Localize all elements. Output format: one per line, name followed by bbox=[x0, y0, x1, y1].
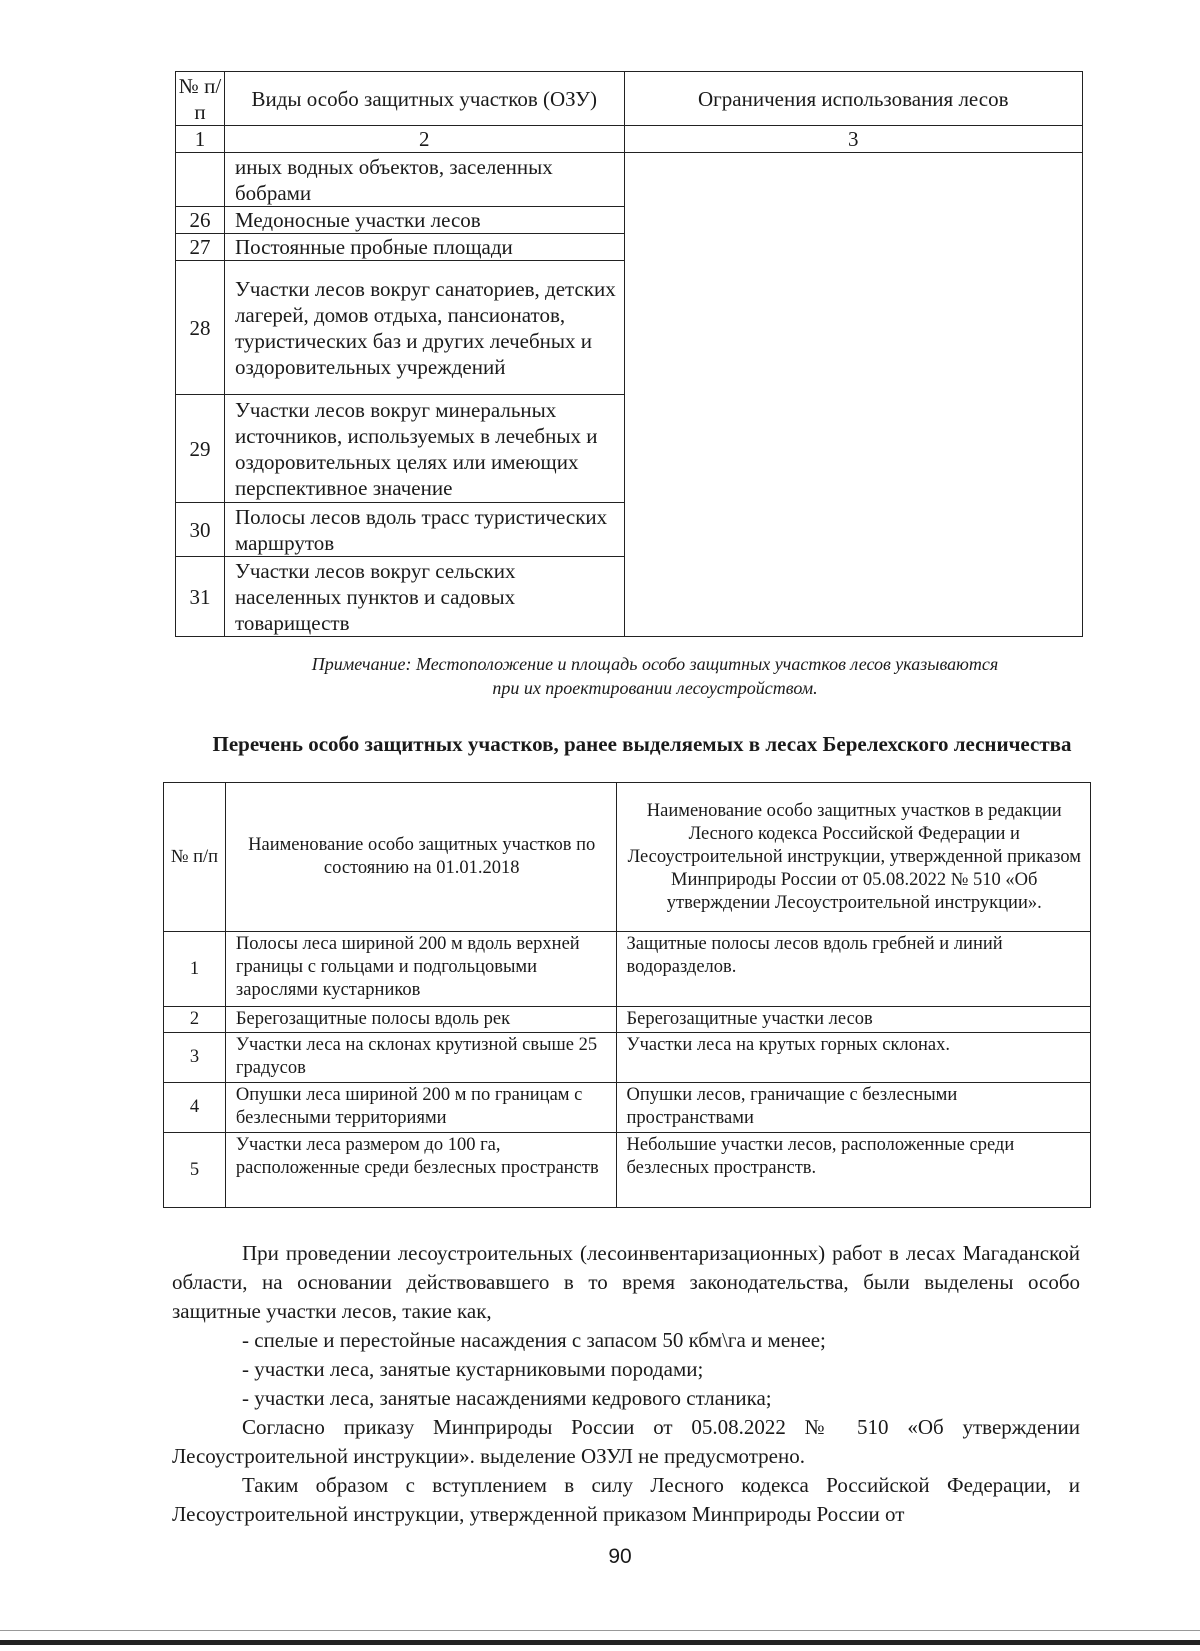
row-num bbox=[176, 153, 225, 207]
column-number-3: 3 bbox=[624, 126, 1082, 153]
row-num: 29 bbox=[176, 395, 225, 503]
row-num: 1 bbox=[164, 932, 226, 1007]
bullet-item: - участки леса, занятые кустарниковыми породами; bbox=[242, 1357, 704, 1381]
row-num: 31 bbox=[176, 557, 225, 637]
bullet-item: - спелые и перестойные насаждения с запасом 50 кбм\га и менее; bbox=[242, 1328, 826, 1352]
row-text: Участки лесов вокруг сельских населенных пунктов и садовых товариществ bbox=[224, 557, 624, 637]
header-types: Виды особо защитных участков (ОЗУ) bbox=[224, 72, 624, 126]
paragraph-1: При проведении лесоустроительных (лесоинвентаризационных) работ в лесах Магаданской области, на основании действовавшего в то время законодательства, были выделены особо защитные участки лесов, такие как, bbox=[172, 1241, 1080, 1323]
row-num: 27 bbox=[176, 234, 225, 261]
row-new-name: Защитные полосы лесов вдоль гребней и линий водоразделов. bbox=[616, 932, 1091, 1007]
table-row bbox=[164, 932, 1091, 1007]
row-old-name: Опушки леса шириной 200 м по границам с безлесными территориями bbox=[225, 1083, 616, 1133]
bullet-item: - участки леса, занятые насаждениями кедрового стланика; bbox=[242, 1386, 772, 1410]
table-row bbox=[164, 1133, 1091, 1208]
ozu-types-table bbox=[175, 71, 1083, 637]
row-new-name: Опушки лесов, граничащие с безлесными пространствами bbox=[616, 1083, 1091, 1133]
row-new-name: Небольшие участки лесов, расположенные среди безлесных пространств. bbox=[616, 1133, 1091, 1208]
former-ozu-table bbox=[163, 782, 1091, 1208]
body-text bbox=[172, 1239, 1080, 1529]
row-new-name: Берегозащитные участки лесов bbox=[616, 1007, 1091, 1033]
scan-artifact-line bbox=[0, 1630, 1200, 1631]
header-num: № п/п bbox=[164, 783, 226, 932]
row-text: иных водных объектов, заселенных бобрами bbox=[224, 153, 624, 207]
row-text: Участки лесов вокруг минеральных источников, используемых в лечебных и оздоровительных целях или имеющих перспективное значение bbox=[224, 395, 624, 503]
header-restrictions: Ограничения использования лесов bbox=[624, 72, 1082, 126]
paragraph-3: Таким образом с вступлением в силу Лесного кодекса Российской Федерации, и Лесоустроительной инструкции, утвержденной приказом Минприроды России от bbox=[172, 1473, 1080, 1526]
table-note bbox=[230, 652, 1080, 700]
row-num: 4 bbox=[164, 1083, 226, 1133]
table-row bbox=[164, 1007, 1091, 1033]
column-number-2: 2 bbox=[224, 126, 624, 153]
row-old-name: Участки леса размером до 100 га, расположенные среди безлесных пространств bbox=[225, 1133, 616, 1208]
row-text: Медоносные участки лесов bbox=[224, 207, 624, 234]
column-number-1: 1 bbox=[176, 126, 225, 153]
row-num: 2 bbox=[164, 1007, 226, 1033]
row-num: 3 bbox=[164, 1033, 226, 1083]
paragraph-2: Согласно приказу Минприроды России от 05.08.2022 № 510 «Об утверждении Лесоустроительной инструкции». выделение ОЗУЛ не предусмотрено. bbox=[172, 1415, 1080, 1468]
table-row bbox=[164, 1033, 1091, 1083]
note-line-2: при их проектировании лесоустройством. bbox=[492, 678, 818, 698]
row-num: 28 bbox=[176, 261, 225, 395]
row-old-name: Участки леса на склонах крутизной свыше 25 градусов bbox=[225, 1033, 616, 1083]
restrictions-cell bbox=[624, 153, 1082, 637]
row-old-name: Полосы леса шириной 200 м вдоль верхней границы с гольцами и подгольцовыми зарослями кустарников bbox=[225, 932, 616, 1007]
table-row bbox=[176, 153, 1083, 207]
table-row bbox=[164, 1083, 1091, 1133]
row-old-name: Берегозащитные полосы вдоль рек bbox=[225, 1007, 616, 1033]
row-text: Полосы лесов вдоль трасс туристических маршрутов bbox=[224, 503, 624, 557]
row-num: 30 bbox=[176, 503, 225, 557]
bottom-rule bbox=[0, 1640, 1200, 1645]
row-num: 26 bbox=[176, 207, 225, 234]
header-new-name: Наименование особо защитных участков в редакции Лесного кодекса Российской Федерации и Лесоустроительной инструкции, утвержденной приказом Минприроды России от 05.08.2022 № 510 «Об утверждении Лесоустроительной инструкции». bbox=[616, 783, 1091, 932]
row-text: Постоянные пробные площади bbox=[224, 234, 624, 261]
row-new-name: Участки леса на крутых горных склонах. bbox=[616, 1033, 1091, 1083]
header-num: № п/п bbox=[176, 72, 225, 126]
note-line-1: Примечание: Местоположение и площадь особо защитных участков лесов указываются bbox=[311, 654, 999, 674]
page-number: 90 bbox=[608, 1545, 632, 1568]
section-title: Перечень особо защитных участков, ранее выделяемых в лесах Берелехского лесничества bbox=[212, 732, 1072, 756]
row-text: Участки лесов вокруг санаториев, детских лагерей, домов отдыха, пансионатов, туристических баз и других лечебных и оздоровительных учреждений bbox=[224, 261, 624, 395]
row-num: 5 bbox=[164, 1133, 226, 1208]
header-old-name: Наименование особо защитных участков по состоянию на 01.01.2018 bbox=[225, 783, 616, 932]
